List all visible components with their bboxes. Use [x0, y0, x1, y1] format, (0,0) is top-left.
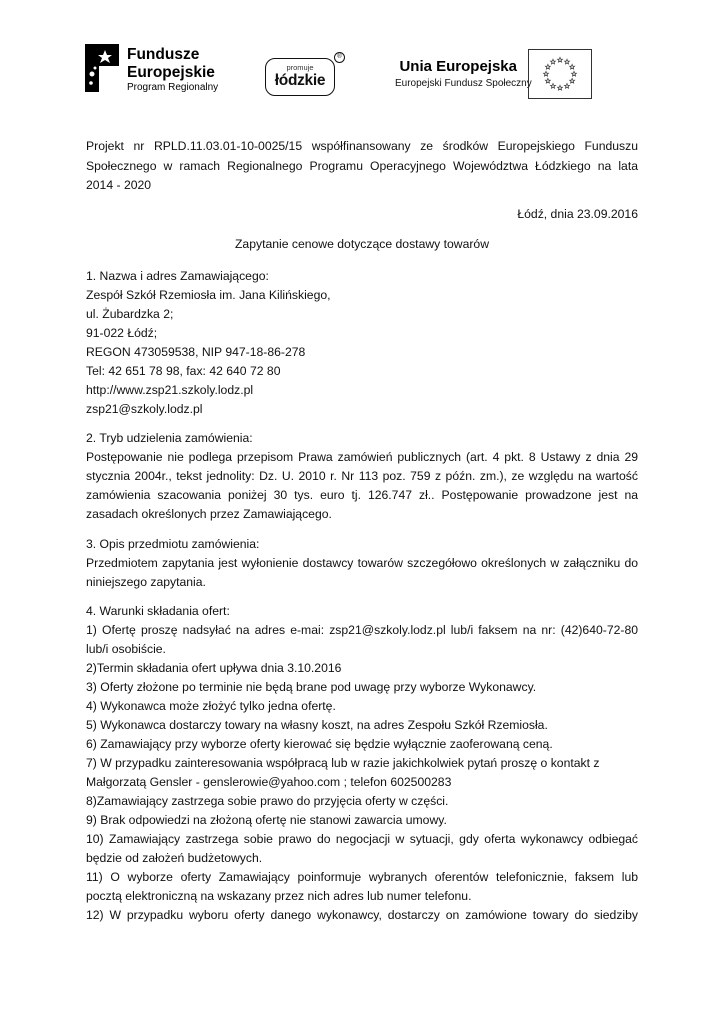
ue-subtitle: Europejski Fundusz Społeczny [395, 78, 532, 89]
section4-heading: 4. Warunki składania ofert: [86, 604, 230, 618]
eu-star-icon [565, 59, 570, 64]
intro-line-1: Projekt nr RPLD.11.03.01-10-0025/15 współfinansowany ze środków Europejskiego Funduszu [86, 139, 638, 153]
eu-star-icon [545, 78, 550, 83]
fundusze-europejskie-mark-icon [85, 44, 119, 92]
document-date: Łódź, dnia 23.09.2016 [517, 207, 638, 221]
section4-line: 7) W przypadku zainteresowania współpracą lub w razie jakichkolwiek pytań proszę o kontakt z [86, 756, 600, 770]
section4-line: 10) Zamawiający zastrzega sobie prawo do negocjacji w sytuacji, gdy oferta wykonawcy odbiegać [86, 832, 638, 846]
unia-europejska-label [395, 58, 532, 89]
section2-line: zasadach określonych przez Zamawiającego. [86, 507, 332, 521]
section1-line: ul. Żubardzka 2; [86, 307, 174, 321]
ue-title: Unia Europejska [399, 58, 517, 75]
section2-line: Postępowanie nie podlega przepisom Prawa zamówień publicznych (art. 4 pkt. 8 Ustawy z dnia 29 [86, 450, 638, 464]
section4-line: 6) Zamawiający przy wyborze oferty kierować się będzie wyłącznie zaoferowaną ceną. [86, 737, 553, 751]
eu-star-icon [544, 71, 549, 76]
document-title: Zapytanie cenowe dotyczące dostawy towarów [234, 237, 490, 251]
section3-heading: 3. Opis przedmiotu zamówienia: [86, 537, 260, 551]
section1-line: zsp21@szkoly.lodz.pl [86, 402, 203, 416]
section3-line: niniejszego zapytania. [86, 575, 206, 589]
section4-line: 8)Zamawiający zastrzega sobie prawo do przyjęcia oferty w części. [86, 794, 449, 808]
eu-star-icon [572, 71, 577, 76]
eu-star-icon [558, 57, 563, 62]
section4-line: pocztą elektroniczną na wskazany przez nich adres lub numer telefonu. [86, 889, 472, 903]
section4-line: 2)Termin składania ofert upływa dnia 3.10.2016 [86, 661, 342, 675]
promuje-lodzkie-logo [263, 52, 343, 98]
section4-line: 5) Wykonawca dostarczy towary na własny koszt, na adres Zespołu Szkół Rzemiosła. [86, 718, 548, 732]
section4-line: 3) Oferty złożone po terminie nie będą brane pod uwagę przy wyborze Wykonawcy. [86, 680, 537, 694]
section2-line: stycznia 2004r., tekst jednolity: Dz. U. 2010 r. Nr 113 poz. 759 z późn. zm.), ze względu na wartość [86, 469, 638, 483]
section1-heading: 1. Nazwa i adres Zamawiającego: [86, 269, 269, 283]
eu-star-icon [551, 59, 556, 64]
section1-line: http://www.zsp21.szkoly.lodz.pl [86, 383, 254, 397]
section4-line: 11) O wyborze oferty Zamawiający poinformuje wybranych oferentów telefonicznie, faksem lub [86, 870, 638, 884]
eu-star-icon [551, 84, 556, 89]
fe-logo-line3: Program Regionalny [127, 82, 219, 93]
section4-line: 12) W przypadku wyboru oferty danego wykonawcy, dostarczy on zamówione towary do siedziby [86, 908, 638, 922]
fundusze-europejskie-logo [85, 44, 225, 102]
lodzkie-badge [265, 58, 335, 96]
lodzkie-small-text: promuje [286, 63, 314, 72]
eu-star-icon [570, 64, 575, 69]
fe-logo-line1: Fundusze [127, 46, 200, 63]
section4-line: 9) Brak odpowiedzi na złożoną ofertę nie stanowi zawarcia umowy. [86, 813, 447, 827]
eu-star-icon [558, 85, 563, 90]
section2-line: zamówienia szacowania poniżej 30 tys. euro tj. 126.747 zł.. Postępowanie prowadzone jest na [86, 488, 638, 502]
section1-line: Zespół Szkół Rzemiosła im. Jana Kilińskiego, [86, 288, 331, 302]
section1-line: REGON 473059538, NIP 947-18-86-278 [86, 345, 306, 359]
page-header [0, 0, 724, 110]
section4-line: 4) Wykonawca może złożyć tylko jedna ofertę. [86, 699, 336, 713]
intro-line-2: Społecznego w ramach Regionalnego Programu Operacyjnego Województwa Łódzkiego na lata [86, 158, 638, 173]
section1-line: 91-022 Łódź; [86, 326, 158, 340]
registered-mark: ® [334, 52, 345, 63]
fe-logo-line2: Europejskie [127, 63, 215, 81]
intro-line-3: 2014 - 2020 [86, 178, 152, 192]
section2-heading: 2. Tryb udzielenia zamówienia: [86, 431, 253, 445]
section3-line: Przedmiotem zapytania jest wyłonienie dostawcy towarów szczegółowo określonych w załączniku do [86, 556, 638, 570]
lodzkie-big-text: łódzkie [274, 72, 326, 89]
eu-flag-icon [528, 49, 592, 99]
eu-star-icon [570, 78, 575, 83]
section4-line: 1) Ofertę proszę nadsyłać na adres e-mai: zsp21@szkoly.lodz.pl lub/i faksem na nr: (42)640-72-80 [86, 623, 638, 637]
eu-star-icon [565, 84, 570, 89]
eu-star-icon [545, 64, 550, 69]
section4-line: będzie od założeń budżetowych. [86, 851, 263, 865]
section4-line: Małgorzatą Gensler - genslerowie@yahoo.com ; telefon 602500283 [86, 775, 452, 789]
section4-line: lub/i osobiście. [86, 642, 166, 656]
section1-line: Tel: 42 651 78 98, fax: 42 640 72 80 [86, 364, 281, 378]
